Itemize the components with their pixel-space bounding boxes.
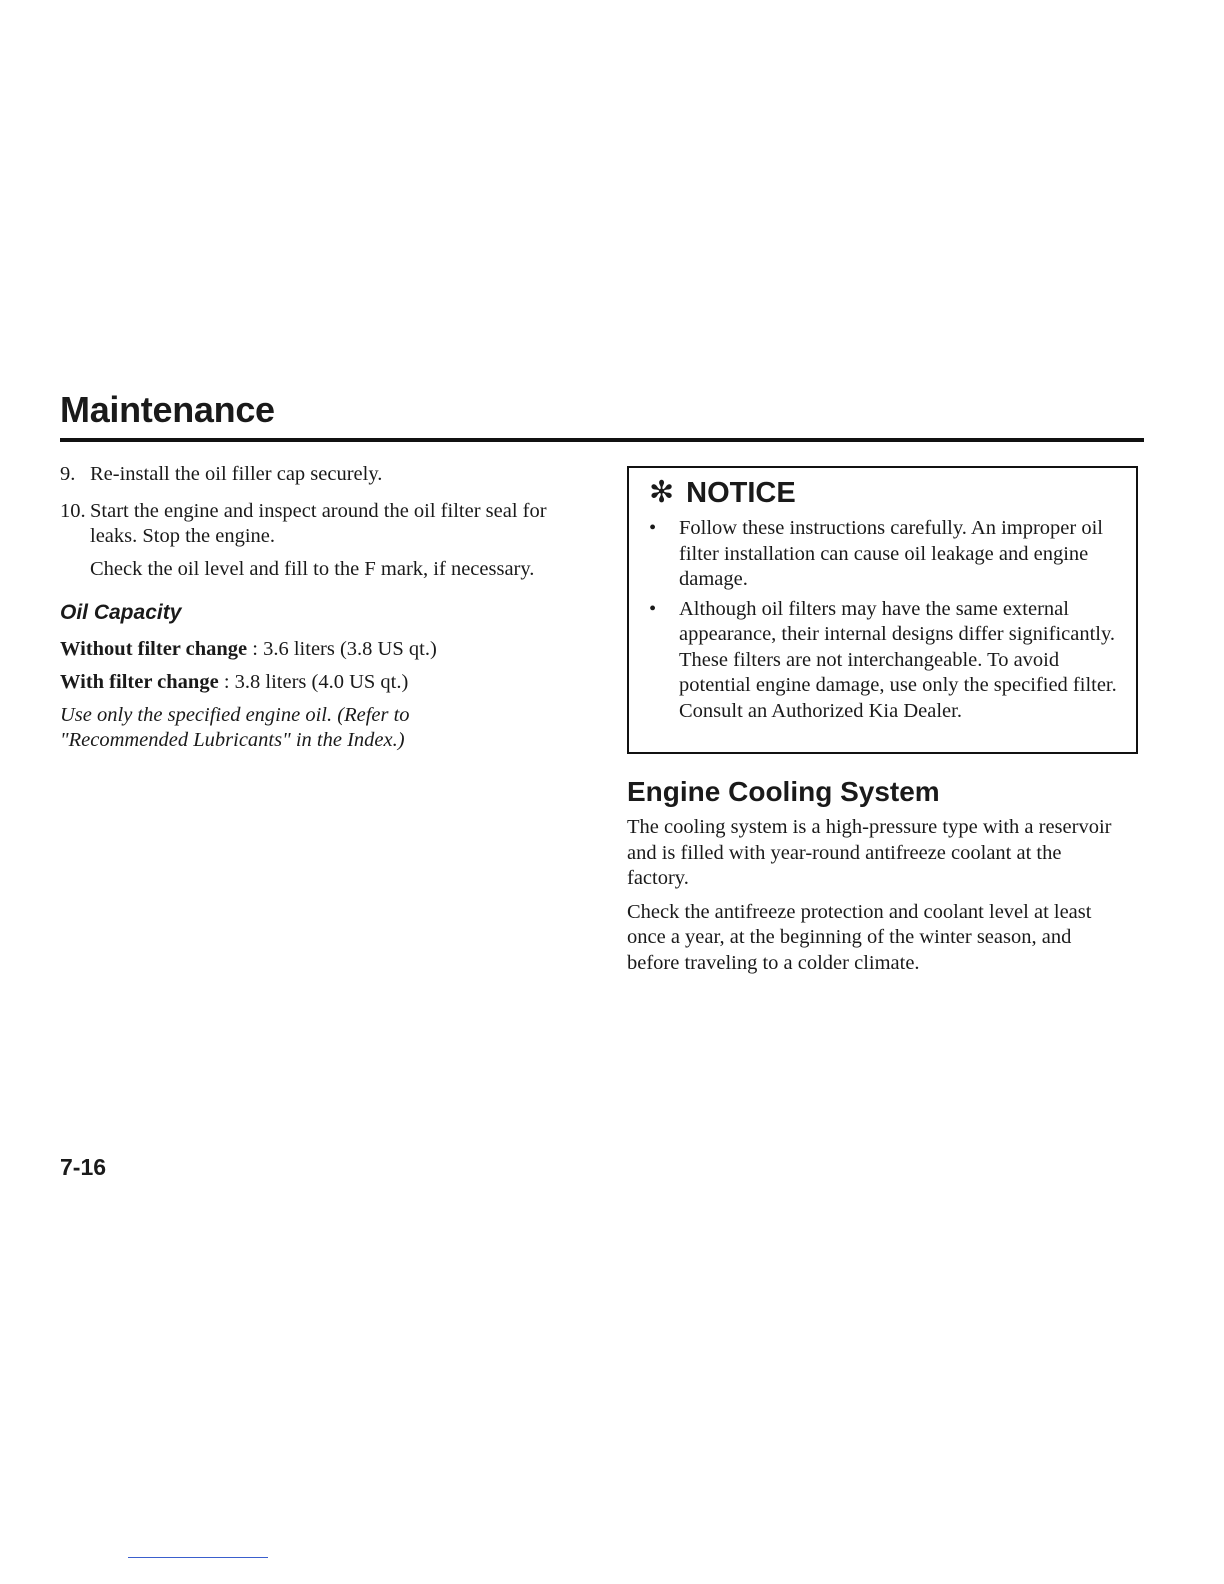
notice-item xyxy=(649,516,1118,593)
cooling-paragraph: Check the antifreeze protection and coolant level at least once a year, at the beginning of the winter season, and before traveling to a colder climate. xyxy=(627,900,1092,974)
notice-item-text: Follow these instructions carefully. An improper oil filter installation can cause oil leakage and engine damage. xyxy=(679,517,1103,590)
notice-title-text: NOTICE xyxy=(686,477,796,509)
cooling-heading: Engine Cooling System xyxy=(627,776,940,807)
notice-box xyxy=(627,466,1138,754)
cooling-body xyxy=(627,815,1127,984)
oil-note: Use only the specified engine oil. (Refer to "Recommended Lubricants" in the Index.) xyxy=(60,704,410,751)
notice-list xyxy=(649,516,1118,724)
step-9 xyxy=(60,462,550,493)
notice-item xyxy=(649,597,1118,725)
step-text: Start the engine and inspect around the oil filter seal for leaks. Stop the engine. xyxy=(90,500,547,547)
capacity-value: : 3.8 liters (4.0 US qt.) xyxy=(218,671,409,693)
notice-item-text: Although oil filters may have the same external appearance, their internal designs differ significantly. These filters are not interchangeable. To avoid potential engine damage, use only the specified filter. Consult an Authorized Kia Dealer. xyxy=(679,597,1117,722)
capacity-with-filter xyxy=(60,670,550,695)
bullet-icon: • xyxy=(649,517,657,539)
capacity-label: With filter change xyxy=(60,671,219,693)
capacity-label: Without filter change xyxy=(60,638,248,660)
capacity-without-filter xyxy=(60,637,550,662)
page-number: 7-16 xyxy=(60,1154,107,1180)
step-number: 10. xyxy=(60,500,86,522)
asterisk-icon: ✻ xyxy=(649,476,675,509)
capacity-value: : 3.6 liters (3.8 US qt.) xyxy=(247,638,437,660)
cooling-paragraph: The cooling system is a high-pressure type with a reservoir and is filled with year-round antifreeze coolant at the factory. xyxy=(627,816,1112,889)
notice-title xyxy=(649,476,1118,510)
oil-capacity-heading: Oil Capacity xyxy=(60,601,182,624)
step-body xyxy=(90,499,550,588)
bullet-icon: • xyxy=(649,597,657,620)
page-title: Maintenance xyxy=(60,389,275,430)
left-column xyxy=(60,462,550,774)
section-header xyxy=(60,388,1144,442)
step-text: Re-install the oil filler cap securely. xyxy=(90,463,383,485)
step-body xyxy=(90,462,382,493)
bottom-link-underline[interactable] xyxy=(128,1557,268,1558)
header-rule xyxy=(60,438,1144,442)
step-text-continued: Check the oil level and fill to the F mark, if necessary. xyxy=(90,558,535,580)
step-10 xyxy=(60,499,550,588)
step-number: 9. xyxy=(60,463,76,485)
